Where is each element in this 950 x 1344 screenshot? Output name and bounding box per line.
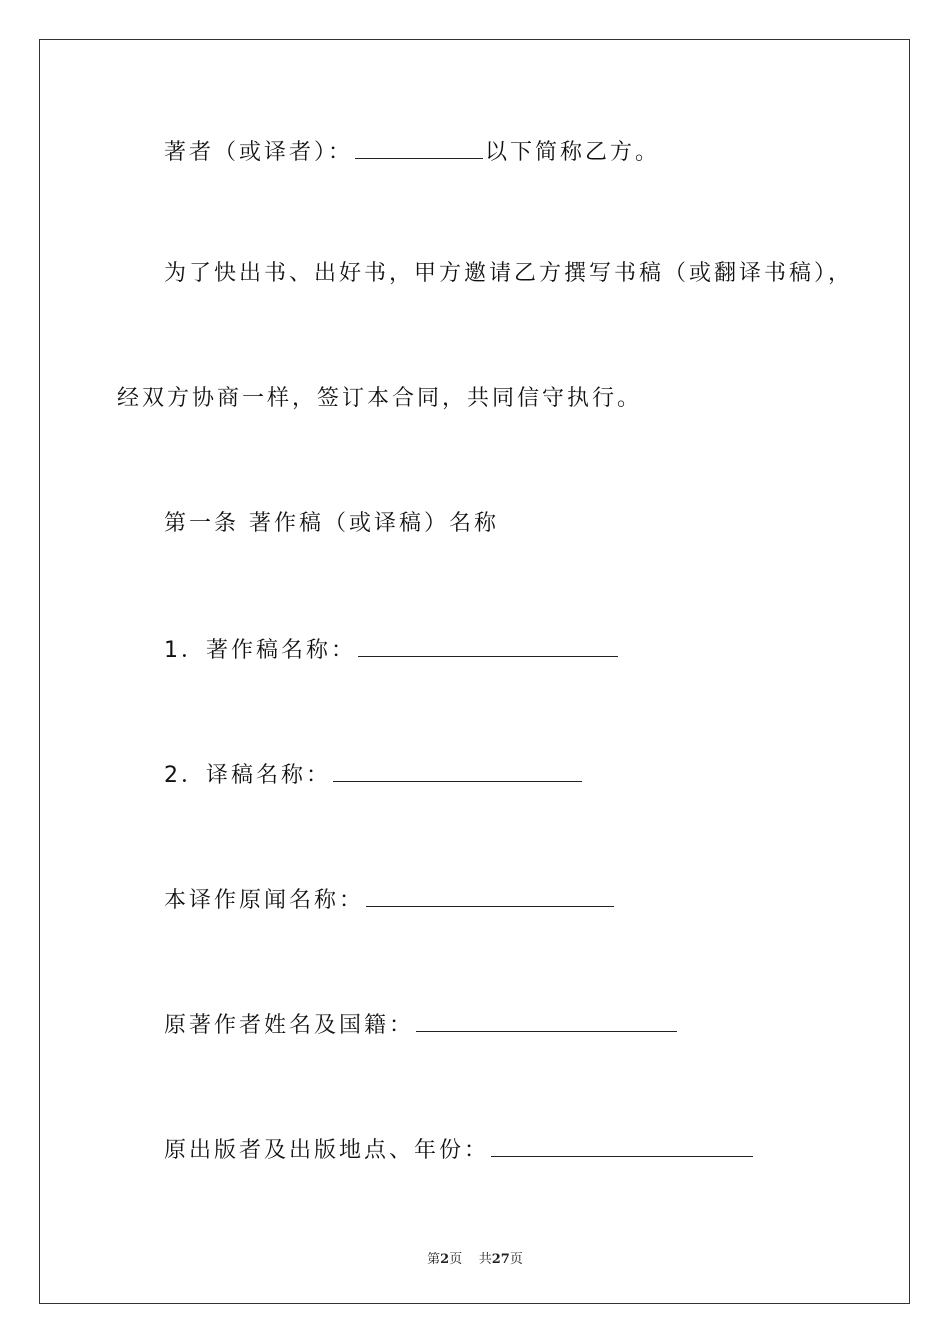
original-author-label: 原著作者姓名及国籍：	[164, 1013, 415, 1038]
author-line	[164, 136, 660, 168]
footer-page-suffix: 页	[449, 1252, 463, 1267]
footer-total-suffix: 页	[509, 1252, 523, 1267]
author-label: 著者（或译者）：	[164, 140, 354, 165]
original-title-line	[164, 884, 616, 916]
original-title-label: 本译作原闻名称：	[164, 888, 365, 913]
footer-page-prefix: 第	[427, 1252, 441, 1267]
article-heading: 第一条 著作稿（或译稿）名称	[164, 511, 499, 536]
footer-page-number: 2	[440, 1252, 450, 1267]
page-footer	[0, 1248, 950, 1267]
item-work-title-label: 1．著作稿名称：	[164, 638, 356, 663]
item-translation-title-label: 2．译稿名称：	[164, 763, 331, 788]
original-publisher-label: 原出版者及出版地点、年份：	[164, 1138, 490, 1163]
author-blank-field[interactable]	[355, 136, 483, 159]
translation-title-blank-field[interactable]	[333, 759, 582, 782]
footer-total-prefix: 共	[478, 1252, 492, 1267]
original-title-blank-field[interactable]	[366, 884, 614, 907]
original-publisher-line	[164, 1134, 755, 1166]
purpose-line-1: 为了快出书、出好书，甲方邀请乙方撰写书稿（或翻译书稿），	[164, 261, 854, 286]
author-suffix: 以下简称乙方。	[485, 140, 661, 165]
work-title-blank-field[interactable]	[358, 634, 618, 657]
item-translation-title	[164, 759, 584, 791]
purpose-line-2: 经双方协商一样，签订本合同，共同信守执行。	[117, 386, 643, 411]
footer-total-pages: 27	[491, 1252, 510, 1267]
item-work-title	[164, 634, 620, 666]
original-author-blank-field[interactable]	[416, 1009, 677, 1032]
original-author-line	[164, 1009, 679, 1041]
page-border	[39, 39, 910, 1304]
original-publisher-blank-field[interactable]	[491, 1134, 753, 1157]
